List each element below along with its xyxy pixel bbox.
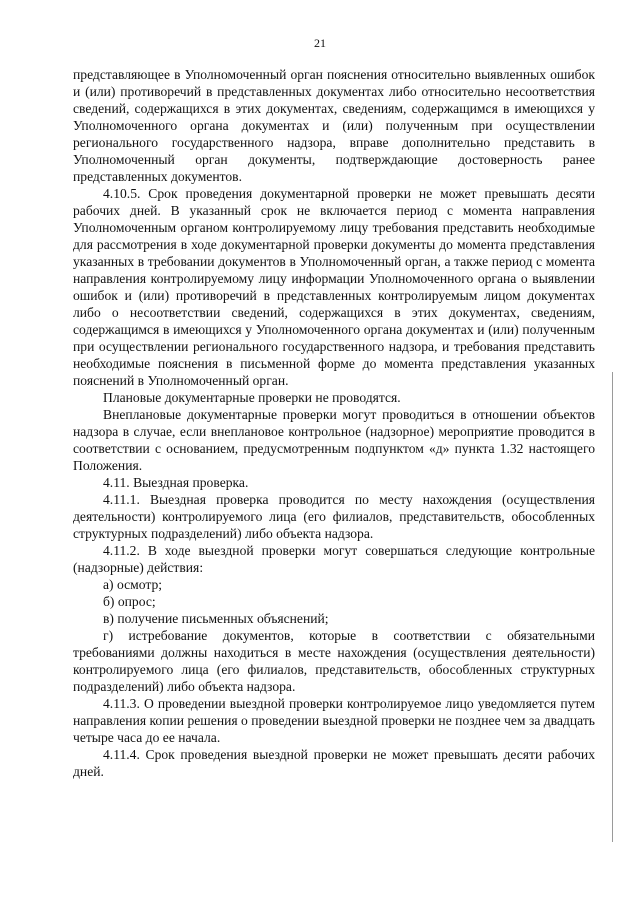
list-item-g: г) истребование документов, которые в соответствии с обязательными требованиями должны находиться в месте нахождения (осуществления деятельности) контролируемого лица (его филиалов, представительств, обособленных структурных подразделений) либо объекта надзора. [73, 628, 595, 694]
paragraph-4-10-5: 4.10.5. Срок проведения документарной проверки не может превышать десяти рабочих дней. В указанный срок не включается период с момента направления Уполномоченным органом контролируемому лицу требования представить необходимые для рассмотрения в ходе документарной проверки документы до момента представления указанных в требовании документов в Уполномоченный орган, а также период с момента направления контролируемому лицу информации Уполномоченного органа о выявлении ошибок и (или) противоречий в представленных контролируемым лицом документах либо о несоответствии сведений, содержащихся в этих документах, сведениям, содержащимся в имеющихся у Уполномоченного органа документах и (или) полученным при осуществлении регионального государственного надзора, и требования представить необходимые пояснения в письменной форме до момента представления указанных пояснений в Уполномоченный орган. [73, 186, 595, 388]
heading-4-11: 4.11. Выездная проверка. [103, 475, 249, 490]
paragraph-continuation: представляющее в Уполномоченный орган пояснения относительно выявленных ошибок и (или) противоречий в представленных документах либо относительно несоответствия сведений, содержащихся в этих документах, сведениям, содержащимся в имеющихся у Уполномоченного органа документах и (или) полученным при осуществлении регионального государственного надзора, вправе дополнительно представить в Уполномоченный орган документы, подтверждающие достоверность ранее представленных документов. [73, 67, 595, 184]
paragraph-planned-checks: Плановые документарные проверки не проводятся. [103, 390, 401, 405]
paragraph-4-11-3: 4.11.3. О проведении выездной проверки контролируемое лицо уведомляется путем направления копии решения о проведении выездной проверки не позднее чем за двадцать четыре часа до ее начала. [73, 696, 595, 745]
paragraph-4-11-4: 4.11.4. Срок проведения выездной проверки не может превышать десяти рабочих дней. [73, 747, 595, 779]
paragraph-4-11-1: 4.11.1. Выездная проверка проводится по месту нахождения (осуществления деятельности) контролируемого лица (его филиалов, представительств, обособленных структурных подразделений) либо объекта надзора. [73, 492, 595, 541]
page-number: 21 [314, 36, 326, 50]
list-item-b: б) опрос; [103, 594, 156, 609]
paragraph-4-11-2: 4.11.2. В ходе выездной проверки могут совершаться следующие контрольные (надзорные) действия: [73, 543, 595, 575]
paragraph-unplanned-checks: Внеплановые документарные проверки могут проводиться в отношении объектов надзора в случае, если внеплановое контрольное (надзорное) мероприятие проводится в соответствии с основанием, предусмотренным подпунктом «д» пункта 1.32 настоящего Положения. [73, 407, 595, 473]
scan-edge-line [612, 372, 613, 842]
list-item-v: в) получение письменных объяснений; [103, 611, 329, 626]
document-body [73, 66, 595, 780]
list-item-a: а) осмотр; [103, 577, 163, 592]
